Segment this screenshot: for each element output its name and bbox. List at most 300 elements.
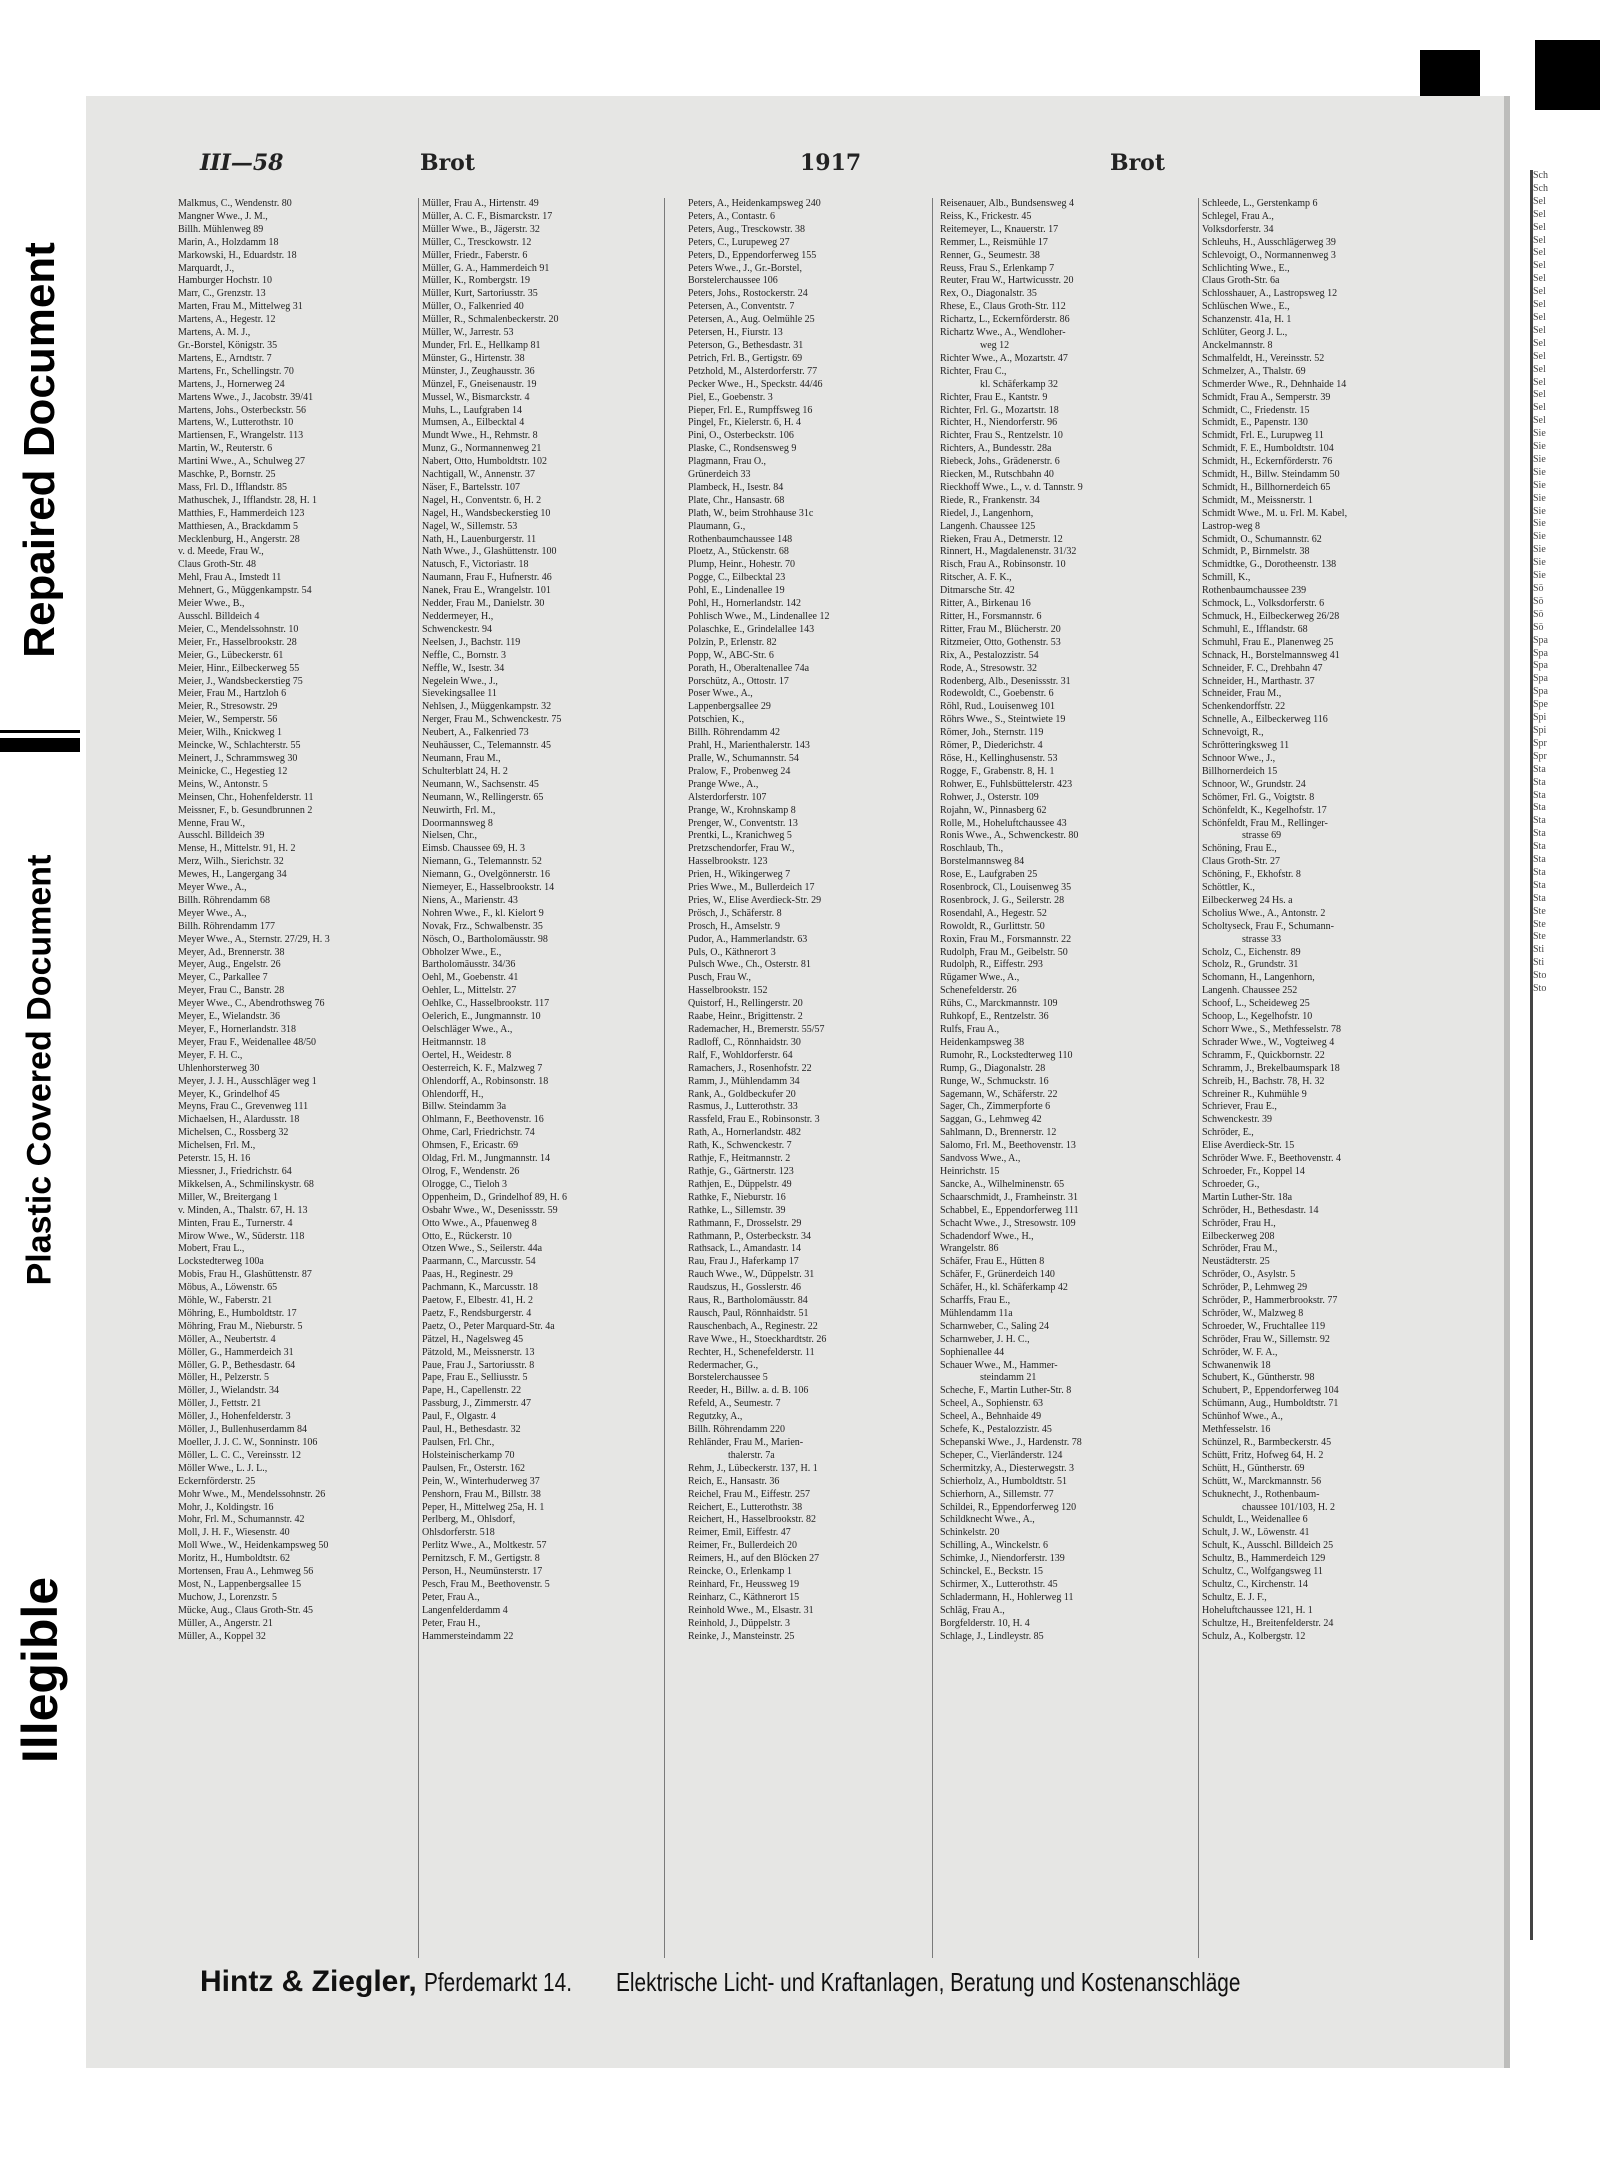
directory-entry: Marin, A., Holzdamm 18 — [178, 236, 279, 248]
strip-fragment: Sel — [1533, 415, 1546, 427]
directory-entry: Niemann, G., Telemannstr. 52 — [422, 856, 542, 868]
directory-entry: Schmidt, M., Meissnerstr. 1 — [1202, 494, 1313, 506]
directory-entry: Markowski, H., Eduardstr. 18 — [178, 249, 297, 261]
directory-entry: Mehl, Frau A., Imstedt 11 — [178, 572, 282, 584]
strip-fragment: Sie — [1533, 557, 1546, 569]
directory-entry: Schröder, Frau W., Sillemstr. 92 — [1202, 1333, 1330, 1345]
directory-entry: Schöttler, K., — [1202, 882, 1255, 894]
directory-entry: Mortensen, Frau A., Lehmweg 56 — [178, 1566, 314, 1578]
directory-entry: Neumann, W., Sachsenstr. 45 — [422, 778, 539, 790]
directory-entry: Peterstr. 15, H. 16 — [178, 1153, 251, 1165]
directory-entry: Schneider, H., Marthastr. 37 — [1202, 675, 1315, 687]
directory-entry: Rathmann, F., Drosselstr. 29 — [688, 1217, 802, 1229]
directory-entry: Rehländer, Frau M., Marien- — [688, 1437, 804, 1448]
directory-entry: Mehnert, G., Müggenkampstr. 54 — [178, 585, 312, 597]
directory-entry: Schult, K., Ausschl. Billdeich 25 — [1202, 1540, 1334, 1552]
directory-entry: Möller, J., Fettstr. 21 — [178, 1398, 262, 1410]
directory-entry: Schlegel, Frau A., — [1202, 210, 1274, 222]
directory-entry: Rumohr, R., Lockstedterweg 110 — [940, 1049, 1073, 1061]
directory-entry: Meyer, J. J. H., Ausschläger weg 1 — [178, 1075, 317, 1087]
directory-entry: Plagmann, Frau O., — [688, 456, 767, 468]
directory-entry: Schmuhl, Frau E., Planenweg 25 — [1202, 636, 1334, 648]
directory-entry: Schulz, A., Kolbergstr. 12 — [1202, 1630, 1306, 1642]
directory-entry: Poser Wwe., A., — [688, 688, 753, 700]
directory-entry: Rodewoldt, C., Goebenstr. 6 — [940, 688, 1054, 700]
strip-fragment: Sel — [1533, 195, 1546, 207]
directory-entry: Schröder, O., Asylstr. 5 — [1202, 1269, 1296, 1281]
directory-entry: Perlitz Wwe., A., Moltkestr. 57 — [422, 1540, 547, 1552]
directory-entry: Pape, Frau E., Selliusstr. 5 — [422, 1372, 528, 1384]
directory-entry: Rolle, M., Hoheluftchaussee 43 — [940, 817, 1067, 829]
directory-entry: Prahl, H., Marienthalerstr. 143 — [688, 740, 810, 752]
directory-entry: Schmidt, H., Billhornerdeich 65 — [1202, 481, 1331, 493]
directory-entry: Schoop, L., Kegelhofstr. 10 — [1202, 1011, 1313, 1023]
directory-entry: Martens, W., Lutterothstr. 10 — [178, 417, 294, 429]
strip-fragment: Sie — [1533, 479, 1546, 491]
directory-entry: chaussee 101/103, H. 2 — [1242, 1501, 1336, 1513]
directory-entry: Schütt, Fritz, Hofweg 64, H. 2 — [1202, 1449, 1324, 1461]
directory-entry: Rex, O., Diagonalstr. 35 — [940, 288, 1037, 300]
directory-entry: Neuhäusser, C., Telemannstr. 45 — [422, 740, 551, 752]
directory-entry: Schröder, W. F. A., — [1202, 1346, 1278, 1358]
directory-entry: Mirow Wwe., W., Süderstr. 118 — [178, 1230, 305, 1242]
directory-entry: Reuss, Frau S., Erlenkamp 7 — [940, 262, 1055, 274]
strip-fragment: Sel — [1533, 208, 1546, 220]
strip-fragment: Sie — [1533, 492, 1546, 504]
directory-entry: Rau, Frau J., Haferkamp 17 — [688, 1256, 799, 1268]
directory-column-1 — [178, 198, 416, 1960]
directory-entry: Negelein Wwe., J., — [422, 675, 498, 687]
directory-entry: Schmuck, H., Eilbeckerweg 26/28 — [1202, 611, 1340, 622]
directory-entry: Obholzer Wwe., E., — [422, 946, 502, 958]
directory-entry: v. d. Meede, Frau W., — [178, 546, 264, 558]
strip-fragment: Sel — [1533, 247, 1546, 259]
directory-entry: Mühlendamm 11a — [940, 1307, 1013, 1319]
directory-entry: Plump, Heinr., Hohestr. 70 — [688, 559, 795, 571]
directory-entry: Meyer, Frau C., Banstr. 28 — [178, 985, 285, 997]
directory-column-3 — [688, 198, 928, 1960]
directory-entry: Remmer, L., Reismühle 17 — [940, 236, 1048, 248]
directory-entry: Schäfer, F., Grünerdeich 140 — [940, 1269, 1055, 1281]
strip-fragment: Ste — [1533, 931, 1546, 943]
directory-entry: Schönfeldt, K., Kegelhofstr. 17 — [1202, 804, 1327, 816]
directory-entry: Pieper, Frl. E., Rumpffsweg 16 — [688, 404, 813, 416]
strip-fragment: Sti — [1533, 957, 1545, 969]
directory-entry: Müller, Frau A., Hirtenstr. 49 — [422, 198, 539, 209]
directory-entry: Marr, C., Grenzstr. 13 — [178, 288, 266, 300]
strip-fragment: Sta — [1533, 802, 1546, 814]
directory-entry: Rowoldt, R., Gurlittstr. 50 — [940, 920, 1045, 932]
directory-entry: Richter, H., Niendorferstr. 96 — [940, 417, 1058, 429]
directory-entry: Prange Wwe., A., — [688, 778, 759, 790]
directory-entry: Meier, Wilh., Knickweg 1 — [178, 727, 282, 739]
directory-entry: Möller, H., Pelzerstr. 5 — [178, 1372, 269, 1384]
directory-entry: Plate, Chr., Hansastr. 68 — [688, 494, 785, 506]
directory-entry: Rieckhoff Wwe., L., v. d. Tannstr. 9 — [940, 481, 1083, 493]
directory-entry: Schuldt, L., Weidenallee 6 — [1202, 1514, 1308, 1526]
directory-entry: Schröder, Frau H., — [1202, 1217, 1276, 1229]
directory-entry: Alsterdorferstr. 107 — [688, 791, 767, 803]
directory-entry: Prenger, W., Conventstr. 13 — [688, 817, 798, 829]
directory-entry: Rademacher, H., Bremerstr. 55/57 — [688, 1024, 825, 1035]
directory-entry: Möller, J., Hohenfelderstr. 3 — [178, 1411, 291, 1423]
strip-fragment: Sel — [1533, 337, 1546, 349]
directory-entry: Anckelmannstr. 8 — [1202, 339, 1273, 351]
directory-entry: Schierholz, A., Humboldtstr. 51 — [940, 1475, 1067, 1487]
directory-entry: Meincke, W., Schlachterstr. 55 — [178, 740, 301, 752]
directory-entry: Peters Wwe., J., Gr.-Borstel, — [688, 262, 802, 274]
directory-entry: Pries Wwe., M., Bullerdeich 17 — [688, 882, 815, 894]
directory-entry: Schümann, Aug., Humboldtstr. 71 — [1202, 1398, 1339, 1410]
directory-entry: Potschien, K., — [688, 714, 745, 726]
directory-entry: Rathsack, L., Amandastr. 14 — [688, 1243, 802, 1255]
directory-entry: Rudolph, Frau M., Geibelstr. 50 — [940, 946, 1068, 958]
strip-fragment: Sta — [1533, 828, 1546, 840]
directory-entry: Pulsch Wwe., Ch., Osterstr. 81 — [688, 959, 811, 971]
directory-entry: Müller, K., Rombergstr. 19 — [422, 275, 531, 287]
directory-entry: Meier, W., Semperstr. 56 — [178, 714, 278, 726]
directory-entry: Richartz, L., Eckernförderstr. 86 — [940, 314, 1070, 326]
directory-entry: Meyer, K., Grindelhof 45 — [178, 1088, 280, 1100]
strip-fragment: Sie — [1533, 441, 1546, 453]
directory-entry: Müller, O., Falkenried 40 — [422, 301, 524, 313]
directory-entry: Martens, A., Hegestr. 12 — [178, 314, 276, 326]
directory-entry: Meier, R., Stresowstr. 29 — [178, 701, 278, 713]
directory-entry: Schramm, J., Brekelbaumspark 18 — [1202, 1062, 1340, 1074]
directory-entry: Schacht Wwe., J., Stresowstr. 109 — [940, 1217, 1076, 1229]
directory-entry: Pralow, F., Probenweg 24 — [688, 765, 791, 777]
directory-entry: Matthies, F., Hammerdeich 123 — [178, 507, 305, 519]
directory-entry: Meyer, Frau F., Weidenallee 48/50 — [178, 1036, 317, 1048]
directory-entry: Schmidt, E., Papenstr. 130 — [1202, 417, 1308, 429]
directory-entry: Richter, Frau E., Kantstr. 9 — [940, 391, 1048, 403]
directory-entry: Martin Luther-Str. 18a — [1202, 1191, 1293, 1203]
directory-entry: Schlüschen Wwe., E., — [1202, 301, 1290, 313]
directory-entry: Meier, C., Mendelssohnstr. 10 — [178, 623, 299, 635]
directory-entry: Meyer Wwe., A., — [178, 882, 247, 894]
directory-entry: Rinnert, H., Magdalenenstr. 31/32 — [940, 546, 1077, 558]
directory-entry: strasse 33 — [1242, 933, 1282, 945]
directory-entry: Rhese, E., Claus Groth-Str. 112 — [940, 301, 1066, 313]
directory-entry: Rosenbrock, J. G., Seilerstr. 28 — [940, 894, 1065, 906]
directory-entry: Moeller, J. J. C. W., Sonninstr. 106 — [178, 1437, 318, 1448]
directory-entry: Schmidt, F. E., Humboldtstr. 104 — [1202, 443, 1334, 455]
directory-entry: Römer, P., Diederichstr. 4 — [940, 740, 1043, 752]
directory-entry: Mobis, Frau H., Glashüttenstr. 87 — [178, 1269, 312, 1281]
strip-fragment: Spi — [1533, 712, 1547, 724]
directory-entry: Rathjen, E., Düppelstr. 49 — [688, 1178, 792, 1190]
directory-entry: Schmalfeldt, H., Vereinsstr. 52 — [1202, 352, 1325, 364]
directory-entry: Redermacher, G., — [688, 1359, 759, 1371]
directory-entry: Puls, O., Käthnerort 3 — [688, 946, 776, 958]
directory-entry: Müller, Friedr., Faberstr. 6 — [422, 249, 528, 261]
directory-entry: Oelerich, E., Jungmannstr. 10 — [422, 1011, 541, 1023]
directory-entry: Martens, A. M. J., — [178, 327, 251, 339]
directory-entry: Schilling, A., Winckelstr. 6 — [940, 1540, 1049, 1552]
directory-entry: Otto Wwe., A., Pfauenweg 8 — [422, 1217, 537, 1229]
directory-entry: Nath, H., Lauenburgerstr. 11 — [422, 533, 537, 545]
strip-fragment: Sie — [1533, 453, 1546, 465]
strip-fragment: Sie — [1533, 518, 1546, 530]
directory-column-5 — [1202, 198, 1442, 1960]
strip-fragment: Ste — [1533, 905, 1546, 917]
directory-entry: Mohr, Frl. M., Schumannstr. 42 — [178, 1514, 305, 1526]
directory-entry: Langenfelderdamm 4 — [422, 1604, 508, 1616]
directory-entry: Schultz, B., Hammerdeich 129 — [1202, 1553, 1326, 1565]
repaired-document-tab — [0, 170, 80, 733]
directory-entry: Oertel, H., Weidestr. 8 — [422, 1049, 512, 1061]
directory-entry: Borstelmannsweg 84 — [940, 856, 1025, 868]
plastic-covered-tab — [0, 790, 80, 1350]
directory-entry: Schöning, F., Ekhofstr. 8 — [1202, 869, 1301, 881]
directory-entry: Sancke, A., Wilhelminenstr. 65 — [940, 1178, 1065, 1190]
directory-entry: Schmidt, C., Friedenstr. 15 — [1202, 404, 1310, 416]
directory-entry: Peters, Aug., Tresckowstr. 38 — [688, 223, 805, 235]
directory-entry: Holsteinischerkamp 70 — [422, 1449, 515, 1461]
column-rule — [664, 198, 665, 1958]
directory-entry: Meyer Wwe., C., Abendrothsweg 76 — [178, 998, 325, 1010]
directory-entry: Schmidt, P., Birnmelstr. 38 — [1202, 546, 1310, 558]
directory-entry: Scheper, C., Vierländerstr. 124 — [940, 1449, 1063, 1461]
illegible-tab — [0, 1480, 80, 1860]
directory-entry: Marquardt, J., — [178, 262, 235, 274]
directory-entry: Meissner, F., b. Gesundbrunnen 2 — [178, 804, 313, 816]
directory-entry: Ritter, Frau M., Blücherstr. 20 — [940, 623, 1061, 635]
directory-entry: Reincke, O., Erlenkamp 1 — [688, 1566, 792, 1578]
directory-entry: Plaske, C., Rondsensweg 9 — [688, 443, 797, 455]
directory-entry: Müller, G. A., Hammerdeich 91 — [422, 262, 550, 274]
directory-entry: Oelschläger Wwe., A., — [422, 1024, 513, 1035]
directory-entry: Martens, Fr., Schellingstr. 70 — [178, 365, 294, 377]
directory-entry: Schrader Wwe., W., Vogteiweg 4 — [1202, 1036, 1335, 1048]
directory-entry: Schwenckestr. 94 — [422, 623, 492, 635]
directory-entry: Rügamer Wwe., A., — [940, 972, 1020, 984]
directory-entry: Nielsen, Chr., — [422, 830, 477, 842]
directory-entry: Müller Wwe., B., Jägerstr. 32 — [422, 223, 540, 235]
directory-entry: Reinhold, J., Düppelstr. 3 — [688, 1617, 790, 1629]
directory-entry: Martens Wwe., J., Jacobstr. 39/41 — [178, 391, 314, 403]
directory-entry: Neubert, A., Falkenried 73 — [422, 727, 529, 739]
directory-entry: Schepanski Wwe., J., Hardenstr. 78 — [940, 1437, 1082, 1448]
directory-entry: Sophienallee 44 — [940, 1346, 1005, 1358]
directory-entry: Pohl, E., Lindenallee 19 — [688, 585, 785, 597]
directory-entry: Ritzmeier, Otto, Gothenstr. 53 — [940, 636, 1061, 648]
directory-entry: Peper, H., Mittelweg 25a, H. 1 — [422, 1501, 545, 1513]
directory-entry: Neumann, W., Rellingerstr. 65 — [422, 791, 544, 803]
directory-entry: Rathmann, P., Osterbeckstr. 34 — [688, 1230, 812, 1242]
directory-entry: Reichel, Frau M., Eiffestr. 257 — [688, 1488, 811, 1500]
directory-entry: Martin, W., Reuterstr. 6 — [178, 443, 273, 455]
directory-entry: Claus Groth-Str. 27 — [1202, 856, 1281, 868]
directory-entry: Scheel, A., Behnhaide 49 — [940, 1411, 1042, 1423]
directory-entry: Rodenberg, Alb., Desenissstr. 31 — [940, 675, 1071, 687]
directory-entry: Mumsen, A., Eilbecktal 4 — [422, 417, 525, 429]
footer-advertisement — [200, 1965, 1460, 2005]
directory-entry: Schlüter, Georg J. L., — [1202, 327, 1288, 339]
directory-entry: Michelsen, C., Rossberg 32 — [178, 1127, 289, 1139]
directory-entry: Meyer Wwe., A., Sternstr. 27/29, H. 3 — [178, 933, 330, 945]
directory-entry: Schäfer, Frau E., Hütten 8 — [940, 1256, 1045, 1268]
strip-fragment: Ste — [1533, 918, 1546, 930]
directory-entry: Reichert, E., Lutterothstr. 38 — [688, 1501, 803, 1513]
directory-entry: Neuwirth, Frl. M., — [422, 804, 496, 816]
column-rule — [932, 198, 933, 1958]
directory-entry: Billh. Röhrendamm 42 — [688, 727, 780, 739]
directory-entry: Munz, G., Normannenweg 21 — [422, 443, 542, 455]
strip-fragment: Sie — [1533, 570, 1546, 582]
directory-entry: Schriever, Frau E., — [1202, 1101, 1277, 1113]
strip-fragment: Spa — [1533, 660, 1548, 672]
directory-entry: strasse 69 — [1242, 830, 1282, 842]
directory-entry: Schroeder, Fr., Koppel 14 — [1202, 1165, 1305, 1177]
directory-entry: Marten, Frau M., Mittelweg 31 — [178, 301, 303, 313]
directory-entry: Schnoor Wwe., J., — [1202, 752, 1276, 764]
directory-entry: Ohlmann, F., Beethovenstr. 16 — [422, 1114, 544, 1126]
directory-entry: Ausschl. Billdeich 39 — [178, 830, 265, 842]
strip-fragment: Spe — [1533, 699, 1548, 711]
directory-entry: Munder, Frl. E., Hellkamp 81 — [422, 339, 541, 351]
directory-entry: Raudszus, H., Gosslerstr. 46 — [688, 1282, 802, 1294]
directory-entry: Prosch, H., Amselstr. 9 — [688, 920, 780, 932]
directory-entry: Schläg, Frau A., — [940, 1604, 1005, 1616]
directory-entry: Meyns, Frau C., Grevenweg 111 — [178, 1101, 309, 1113]
directory-entry: Nohren Wwe., F., kl. Kielort 9 — [422, 907, 544, 919]
directory-entry: Neffle, W., Isestr. 34 — [422, 662, 505, 674]
header-left-word: Brot — [420, 150, 476, 176]
directory-entry: Billh. Röhrendamm 68 — [178, 894, 270, 906]
directory-entry: Niemann, G., Ovelgönnerstr. 16 — [422, 869, 551, 881]
adjacent-page-strip — [1530, 170, 1593, 1940]
directory-entry: Schönfeldt, Frau M., Rellinger- — [1202, 817, 1328, 829]
directory-entry: Rühs, C., Marckmannstr. 109 — [940, 998, 1058, 1010]
directory-entry: Nösch, O., Bartholomäusstr. 98 — [422, 933, 548, 945]
strip-fragment: Sta — [1533, 892, 1546, 904]
directory-entry: Martens, E., Arndtstr. 7 — [178, 352, 272, 364]
directory-entry: Müller, A., Koppel 32 — [178, 1630, 266, 1642]
directory-entry: Schorr Wwe., S., Methfesselstr. 78 — [1202, 1024, 1341, 1035]
directory-entry: Ritscher, A. F. K., — [940, 572, 1012, 584]
strip-fragment: Sta — [1533, 815, 1546, 827]
directory-entry: Pein, W., Winterhuderweg 37 — [422, 1475, 540, 1487]
directory-entry: Martiensen, F., Wrangelstr. 113 — [178, 430, 304, 442]
directory-entry: Paetow, F., Elbestr. 41, H. 2 — [422, 1295, 534, 1307]
directory-entry: Ramachers, J., Rosenhofstr. 22 — [688, 1062, 812, 1074]
directory-entry: Nerger, Frau M., Schwenckestr. 75 — [422, 714, 562, 726]
directory-entry: Müller, W., Jarrestr. 53 — [422, 327, 514, 339]
directory-entry: Pesch, Frau M., Beethovenstr. 5 — [422, 1578, 550, 1590]
directory-entry: Schubert, P., Eppendorferweg 104 — [1202, 1385, 1339, 1397]
directory-entry: Schwenckestr. 39 — [1202, 1114, 1272, 1126]
directory-entry: Möhring, E., Humboldtstr. 17 — [178, 1307, 297, 1319]
directory-entry: Schaarschmidt, J., Framheinstr. 31 — [940, 1191, 1079, 1203]
directory-entry: Pätzel, H., Nagelsweg 45 — [422, 1333, 524, 1345]
directory-entry: Lappenbergsallee 29 — [688, 701, 771, 713]
directory-entry: Sagemann, W., Schäferstr. 22 — [940, 1088, 1058, 1100]
directory-entry: Nath Wwe., J., Glashüttenstr. 100 — [422, 546, 557, 558]
directory-entry: Pernitzsch, F. M., Gertigstr. 8 — [422, 1553, 540, 1565]
directory-entry: Meinicke, C., Hegestieg 12 — [178, 765, 288, 777]
directory-entry: Regutzky, A., — [688, 1411, 743, 1423]
corner-clip — [1535, 40, 1600, 110]
directory-entry: Möller, A., Neubertstr. 4 — [178, 1333, 276, 1345]
directory-entry: Schmelzer, A., Thalstr. 69 — [1202, 365, 1306, 377]
strip-fragment: Sel — [1533, 221, 1546, 233]
directory-entry: Scharnweber, C., Saling 24 — [940, 1320, 1050, 1332]
directory-entry: Neustädterstr. 25 — [1202, 1256, 1270, 1268]
directory-entry: Martens, Johs., Osterbeckstr. 56 — [178, 404, 307, 416]
directory-entry: Schünhof Wwe., A., — [1202, 1411, 1283, 1423]
strip-fragment: Sto — [1533, 970, 1547, 982]
strip-fragment: Sö — [1533, 608, 1544, 620]
directory-entry: Petersen, A., Aug. Oelmühle 25 — [688, 314, 815, 326]
directory-entry: Oesterreich, K. F., Malzweg 7 — [422, 1062, 543, 1074]
directory-entry: Nagel, H., Conventstr. 6, H. 2 — [422, 494, 542, 506]
directory-entry: Rank, A., Goldbeckufer 20 — [688, 1088, 796, 1100]
directory-entry: Meier, Fr., Hasselbrookstr. 28 — [178, 636, 297, 648]
directory-entry: steindamm 21 — [980, 1372, 1037, 1384]
directory-entry: Schmidt, H., Billw. Steindamm 50 — [1202, 469, 1340, 481]
directory-entry: Neelsen, J., Bachstr. 119 — [422, 636, 521, 648]
directory-entry: Claus Groth-Str. 48 — [178, 559, 257, 571]
directory-entry: Peterson, G., Bethesdastr. 31 — [688, 339, 804, 351]
directory-entry: Rath, A., Hornerlandstr. 482 — [688, 1127, 802, 1139]
strip-fragment: Sö — [1533, 595, 1544, 607]
directory-entry: Schildknecht Wwe., A., — [940, 1514, 1035, 1526]
directory-entry: Meinert, J., Schrammsweg 30 — [178, 752, 298, 764]
directory-entry: Piel, E., Goebenstr. 3 — [688, 391, 773, 403]
repaired-document-label: Repaired Document — [15, 242, 64, 658]
directory-entry: Menne, Frau W., — [178, 817, 245, 829]
directory-entry: Schuknecht, J., Rothenbaum- — [1202, 1488, 1320, 1500]
directory-entry: Rode, A., Stresowstr. 32 — [940, 662, 1037, 674]
strip-fragment: Spa — [1533, 686, 1548, 698]
directory-entry: Elise Averdieck-Str. 15 — [1202, 1140, 1295, 1152]
directory-entry: Schlage, J., Lindleystr. 85 — [940, 1630, 1044, 1642]
directory-entry: Niens, A., Marienstr. 43 — [422, 894, 518, 906]
directory-entry: Schultz, E. J. F., — [1202, 1591, 1267, 1603]
directory-entry: Porath, H., Oberaltenallee 74a — [688, 662, 810, 674]
directory-entry: Scholz, R., Grundstr. 31 — [1202, 959, 1299, 971]
directory-entry: Ohlendorff, A., Robinsonstr. 18 — [422, 1075, 549, 1087]
directory-entry: Ohlendorff, H., — [422, 1088, 484, 1100]
directory-entry: Neddermeyer, H., — [422, 611, 494, 622]
directory-entry: Schildei, R., Eppendorferweg 120 — [940, 1501, 1077, 1513]
directory-entry: Richter, Frau C., — [940, 365, 1007, 377]
directory-entry: Nagel, H., Wandsbeckerstieg 10 — [422, 507, 551, 519]
illegible-label: Illegible — [12, 1576, 68, 1764]
directory-entry: Möller, G. P., Bethesdastr. 64 — [178, 1359, 296, 1371]
directory-entry: Natusch, F., Victoriastr. 18 — [422, 559, 529, 571]
directory-entry: Moritz, H., Humboldtstr. 62 — [178, 1553, 290, 1565]
directory-entry: Reinke, J., Mansteinstr. 25 — [688, 1630, 795, 1642]
strip-fragment: Sta — [1533, 879, 1546, 891]
directory-entry: Doormannsweg 8 — [422, 817, 493, 829]
directory-entry: Mangner Wwe., J. M., — [178, 210, 268, 222]
directory-entry: Hasselbrookstr. 152 — [688, 985, 768, 997]
directory-entry: Pudor, A., Hammerlandstr. 63 — [688, 933, 808, 945]
directory-entry: Mohr, J., Koldingstr. 16 — [178, 1501, 274, 1513]
directory-entry: Pusch, Frau W., — [688, 972, 752, 984]
directory-entry: Ramm, J., Mühlendamm 34 — [688, 1075, 800, 1087]
directory-entry: Saggan, G., Lehmweg 42 — [940, 1114, 1042, 1126]
directory-entry: Schadendorf Wwe., H., — [940, 1230, 1034, 1242]
directory-entry: Billw. Steindamm 3a — [422, 1101, 507, 1113]
directory-entry: Ralf, F., Wohldorferstr. 64 — [688, 1049, 793, 1061]
directory-entry: Schünzel, R., Barmbeckerstr. 45 — [1202, 1437, 1332, 1448]
directory-entry: Mussel, W., Bismarckstr. 4 — [422, 391, 530, 403]
directory-entry: Langenh. Chaussee 125 — [940, 520, 1036, 532]
directory-entry: Muhs, L., Laufgraben 14 — [422, 404, 522, 416]
